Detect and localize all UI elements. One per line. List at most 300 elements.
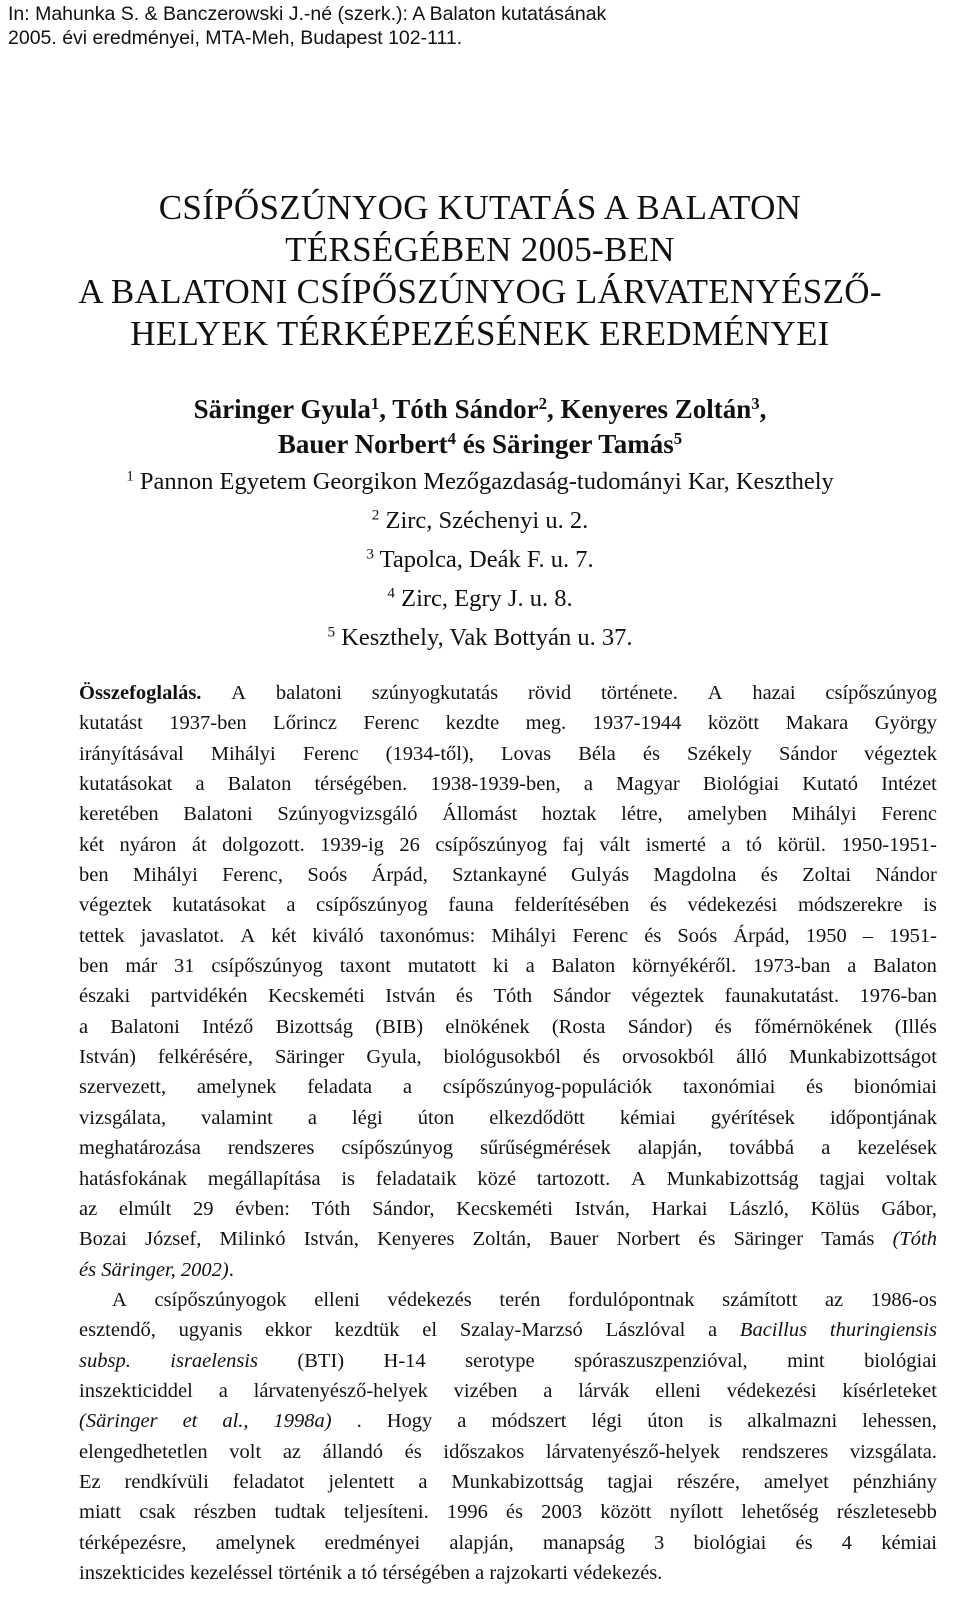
word: és [644,924,662,947]
word: . [356,1410,362,1433]
word: hatásfokának [79,1167,188,1190]
abstract-heading: Összefoglalás. [79,682,202,704]
word: Szúnyogvizsgáló [277,803,418,826]
word: 3 [654,1531,665,1554]
citation: és Säringer, 2002) [79,1258,229,1281]
word: Bauer [549,1228,599,1251]
body-line [79,921,937,951]
word: 1937-1944 [592,712,682,735]
word: a [525,955,535,978]
word: elnökének [445,1015,530,1038]
word: tó [746,833,762,856]
word: pénzhiány [852,1470,937,1493]
word: (Illés [894,1015,937,1038]
word: 29 [193,1197,214,1220]
source-line-1: In: Mahunka S. & Banczerowski J.-né (szerk.): A Balaton kutatásának [8,3,607,25]
word: a [457,1410,467,1433]
word: Gyula, [366,1046,422,1069]
word: (Rosta [551,1015,606,1038]
body-line [79,739,937,769]
source-line-2: 2005. évi eredményei, MTA-Meh, Budapest 102-111. [8,27,463,49]
word: Tamás [821,1228,875,1251]
word: lehetőség [741,1501,819,1524]
word: balatoni [275,682,342,704]
body-line [79,1437,937,1467]
word: Magyar [616,773,680,796]
word: kísérleteket [842,1379,937,1402]
word: kutatásokat [172,894,266,917]
word: Intéző [202,1015,254,1038]
word: el [422,1319,438,1342]
body-line [79,769,937,799]
word: István, [303,1228,359,1251]
word: kémiai [881,1531,937,1554]
word: mutatott [407,955,477,978]
word: György [874,712,937,735]
word: sűrűségmérések [479,1137,611,1160]
word: csak [139,1501,176,1524]
affiliation-text: Tapolca, Deák F. u. 7. [373,546,594,573]
word: számított [722,1288,798,1311]
body-line [79,678,937,708]
word: Sándor, [372,1197,435,1220]
author-affiliation-marker: 5 [673,428,683,448]
word: Bacillus [739,1319,808,1342]
body-line [79,1497,937,1527]
affiliation-text: Pannon Egyetem Georgikon Mezőgazdaság-tudományi Kar, Keszthely [133,468,834,495]
word: (1934-től), [385,742,474,765]
word: javaslatot. [140,924,225,947]
word: vált [599,833,631,856]
word: csípőszúnyog [341,1137,453,1160]
word: tudtak [274,1501,326,1524]
word: inszekticiddel [79,1379,193,1402]
word: tagjai [819,1167,865,1190]
author-separator: , [759,394,767,424]
word: fauna [448,894,494,917]
word: a [821,1137,831,1160]
word: a [218,1379,228,1402]
word: thuringiensis [829,1319,937,1342]
word: Soós [307,864,348,887]
word: irányításával [79,742,184,765]
word: a [543,1379,553,1402]
word: módszerekre [797,894,903,917]
word: ki [492,955,509,978]
word: védekezési [687,894,778,917]
word: a [286,894,296,917]
body-line [79,1133,937,1163]
word: feladata [307,1076,373,1099]
word: 1950 [805,924,847,947]
word: Állomást [442,803,518,826]
body-line [79,860,937,890]
word: és [714,1015,732,1038]
word: Mihályi [132,864,198,887]
word: israelensis [170,1349,258,1372]
word: Gulyás [570,864,630,887]
word: Tóth [493,985,533,1008]
word: úton [647,1410,684,1433]
body-line [79,1103,937,1133]
word: között [600,1501,652,1524]
word: szervezett, [79,1076,167,1099]
word: Tóth [311,1197,351,1220]
word: István [385,985,436,1008]
word: a [79,1015,89,1038]
affiliation-number: 1 [126,467,134,485]
word: Mihályi [210,742,276,765]
word: légi [351,1106,383,1129]
body-line [79,1315,937,1345]
word: Ferenc, [222,864,284,887]
affiliation-number: 5 [327,623,336,641]
word: rövid [527,682,572,704]
author-name: Bauer Norbert [277,429,448,459]
word: Balaton [551,955,616,978]
word: csípőszúnyog-populációk [442,1076,653,1099]
word: kezdtük [334,1319,400,1342]
word: 1973-ban [752,955,831,978]
word: Nándor [875,864,937,887]
word: 31 [174,955,195,978]
word: vizsgálata, [79,1106,167,1129]
word: István, [574,1197,630,1220]
word: spóraszuszpenzióval, [574,1349,748,1372]
word: bionómiai [853,1076,937,1099]
word: keretében [79,803,159,826]
word: Lovas [501,742,552,765]
author-affiliation-marker: 4 [447,428,456,448]
word: hazai [752,682,796,704]
word: Béla [578,742,616,765]
word: Säringer [733,1228,804,1251]
word: Munkabizottság [666,1167,799,1190]
word: közé [477,1167,517,1190]
word: Munkabizottság [451,1470,584,1493]
body-line [79,951,937,981]
body-line [79,1285,937,1315]
word: Kenyeres [377,1228,455,1251]
title-line-2: TÉRSÉGÉBEN 2005-BEN [285,230,675,269]
word: Lászlóval [605,1319,686,1342]
word: faj [562,833,585,856]
word: meghatározása [79,1137,201,1160]
body-line [79,1194,937,1224]
word: időpontjának [829,1106,937,1129]
word: (Säringer [79,1410,158,1433]
word: orvosokból [621,1046,715,1069]
word: időszakos [443,1440,525,1463]
word: rendszeres [227,1137,315,1160]
word: két [271,924,297,947]
word: Sándor [778,742,838,765]
word: és [698,1228,716,1251]
word: nyílott [669,1501,724,1524]
word: Ferenc [302,742,359,765]
word: Szalay-Marzsó [459,1319,583,1342]
line-words: inszekticides kezeléssel történik a tó térségében a rajzokarti védekezés. [79,1561,663,1584]
word: a [708,1319,718,1342]
word: a [307,1106,317,1129]
word: védekezési [726,1379,817,1402]
word: a [418,1470,428,1493]
word: légi [591,1410,623,1433]
word: terén [499,1288,541,1311]
word: Zoltai [802,864,852,887]
body-line [79,1467,937,1497]
word: védekezés [387,1288,472,1311]
word: térségében. [314,773,408,796]
affiliation-number: 3 [366,545,374,563]
word: Bozai [79,1228,127,1251]
line-words: . [228,1258,234,1281]
word: Lőrincz [273,712,337,735]
word: körül. [777,833,826,856]
affiliation-4 [0,579,960,618]
word: megállapítása [207,1167,321,1190]
affiliation-1 [0,462,960,501]
word: eredményei [324,1531,421,1554]
word: át [191,833,207,856]
word: 1986-os [870,1288,937,1311]
word: csípőszúnyog [211,955,323,978]
word: László, [729,1197,789,1220]
word: 2003 [541,1501,583,1524]
word: Kecskeméti [268,985,365,1008]
word: is [708,1410,723,1433]
word: csípőszúnyog [435,833,547,856]
word: 1996 [446,1501,488,1524]
word: Sztankayné [452,864,547,887]
word: elleni [314,1288,360,1311]
body-line [79,1224,937,1254]
word: meg. [525,712,567,735]
word: A [707,682,723,704]
word: is [341,1167,356,1190]
word: évben: [235,1197,290,1220]
word: és [806,1076,824,1099]
word: a [847,955,857,978]
word: 4 [841,1531,853,1554]
word: térképezésre, [79,1531,187,1554]
word: a [402,1076,413,1099]
word: Zoltán, [472,1228,532,1251]
word: A [231,682,247,704]
word: subsp. [79,1349,131,1372]
word: ekkor [265,1319,312,1342]
word: Ferenc [363,712,420,735]
affiliation-3 [0,540,960,579]
word: Ez [79,1470,101,1493]
word: kutatásokat [79,773,173,796]
word: végeztek [864,742,937,765]
word: főmérnökének [754,1015,873,1038]
word: továbbá [729,1137,795,1160]
body-line [79,830,937,860]
word: elkezdődött [489,1106,585,1129]
word: tartozott. [536,1167,611,1190]
word: és [760,864,778,887]
word: József, [144,1228,202,1251]
word: biológiai [864,1349,937,1372]
word: nyáron [119,833,177,856]
word: Ferenc [572,924,629,947]
word: módszert [491,1410,567,1433]
word: A [240,924,256,947]
body-line [79,981,937,1011]
word: csípőszúnyog [825,682,937,704]
word: lehessen, [862,1410,937,1433]
word: H-14 [383,1349,426,1372]
word: 1939-ig [320,833,384,856]
affiliation-5 [0,618,960,657]
word: az [824,1288,844,1311]
word: két [79,833,105,856]
word: kiváló [312,924,364,947]
word: – [862,924,874,947]
word: is [923,894,937,917]
word: et [182,1410,198,1433]
word: végeztek [631,985,705,1008]
word: és [649,894,667,917]
word: az [282,1440,302,1463]
word: taxont [339,955,391,978]
word: tagjai [607,1470,653,1493]
word: álló [736,1046,767,1069]
word: taxonómiai [683,1076,776,1099]
word: felkérésére, [157,1046,253,1069]
word: 1938-1939-ben, [430,773,561,796]
word: elleni [655,1379,701,1402]
word: István) [79,1046,136,1069]
word: Norbert [616,1228,681,1251]
word: részben [193,1501,257,1524]
word: valamint [201,1106,273,1129]
abstract-body [79,678,937,1588]
affiliation-number: 4 [387,584,395,602]
body-line [79,1528,937,1558]
body-line [79,890,937,920]
word: Kutató [802,773,859,796]
word: A [631,1167,646,1190]
author-name: Säringer Gyula [193,394,371,424]
word: északi [79,985,131,1008]
word: története. [601,682,678,704]
word: a [195,773,205,796]
word: kezelések [857,1137,937,1160]
word: ben [79,864,109,887]
word: Mihályi [491,924,557,947]
title-line-1: CSÍPŐSZÚNYOG KUTATÁS A BALATON [158,188,802,227]
affiliation-text: Keszthely, Vak Bottyán u. 37. [335,624,633,651]
word: Säringer [274,1046,345,1069]
source-citation [8,2,606,50]
body-line [79,1346,937,1376]
authors-line-2 [0,427,960,462]
title-line-3: A BALATONI CSÍPŐSZÚNYOG LÁRVATENYÉSZŐ- [78,272,882,311]
word: csípőszúnyogok [154,1288,287,1311]
word: Hogy [386,1410,433,1433]
word: volt [229,1440,262,1463]
word: partvidékén [150,985,248,1008]
word: Biológiai [702,773,780,796]
word: elmúlt [118,1197,172,1220]
author-name: , Tóth Sándor [379,394,539,424]
affiliation-text: Zirc, Egry J. u. 8. [395,585,573,612]
word: vizében [453,1379,518,1402]
body-line [79,708,937,738]
word: amelyet [763,1470,829,1493]
word: amelynek [196,1076,277,1099]
word: kutatást [79,712,143,735]
word: az [79,1197,98,1220]
word: voltak [885,1167,937,1190]
word: szúnyogkutatás [371,682,499,704]
word: ismerté [645,833,707,856]
word: környékéről. [632,955,737,978]
word: rendszeres [741,1440,829,1463]
word: (BTI) [297,1349,345,1372]
word: biológusokból [443,1046,561,1069]
word: állandó [322,1440,384,1463]
word: feladatot [232,1470,305,1493]
word: a [583,773,593,796]
word: részletesebb [836,1501,937,1524]
body-line [79,1558,937,1588]
word: ben [79,955,109,978]
citation: (Tóth [892,1228,937,1251]
word: feladataik [375,1167,457,1190]
word: csípőszúnyog [316,894,428,917]
word: Ferenc [881,803,937,826]
word: lárvák [578,1379,630,1402]
title-line-4: HELYEK TÉRKÉPEZÉSÉNEK EREDMÉNYEI [130,314,830,353]
word: jelentett [328,1470,395,1493]
word: Árpád, [371,864,428,887]
word: tettek [79,924,125,947]
affiliation-number: 2 [371,506,380,524]
word: 1937-ben [169,712,247,735]
word: felderítésében [514,894,630,917]
author-list [0,392,960,462]
word: biológiai [693,1531,767,1554]
word: Gábor, [881,1197,937,1220]
word: 1950-1951- [841,833,937,856]
word: faunakutatást. [724,985,840,1008]
word: és [642,742,660,765]
word: esztendő, [79,1319,156,1342]
word: Bizottság [275,1015,353,1038]
body-line [79,1255,937,1285]
word: és [404,1440,422,1463]
word: között [707,712,760,735]
word: Intézet [881,773,937,796]
body-line [79,1164,937,1194]
word: már [125,955,158,978]
author-name: és Säringer Tamás [455,429,674,459]
author-name: , Kenyeres Zoltán [546,394,752,424]
word: lárvatenyésző-helyek [253,1379,428,1402]
word: gyérítések [710,1106,795,1129]
word: manapság [542,1531,625,1554]
word: 26 [399,833,420,856]
word: mint [787,1349,825,1372]
word: rendkívüli [124,1470,209,1493]
word: Sándor [552,985,611,1008]
word: és [582,1046,600,1069]
word: Balatoni [183,803,253,826]
